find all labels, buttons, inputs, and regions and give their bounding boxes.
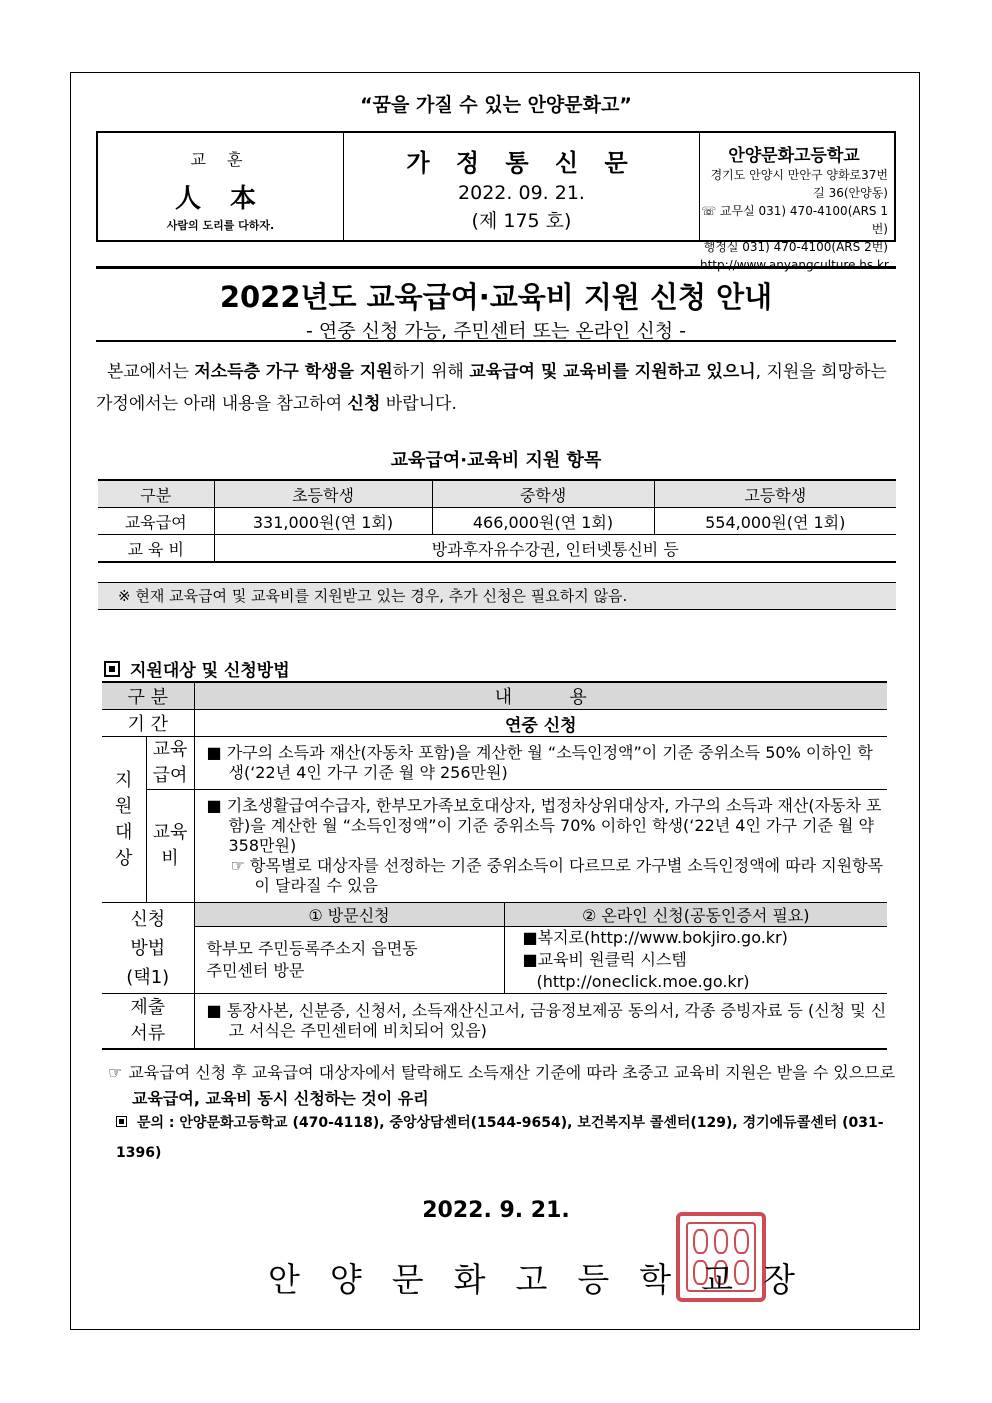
table-row	[102, 682, 887, 710]
school-slogan: “꿈을 가질 수 있는 안양문화고”	[360, 94, 632, 116]
intro-text-3: , 지원을 희망하는 가정에서는 아래 내용을 참고하여	[96, 362, 887, 414]
footnote-bold: 교육급여, 교육비 동시 신청하는 것이 유리	[132, 1089, 429, 1108]
table-cell: 교 육 비	[98, 535, 214, 563]
table-cell	[504, 927, 887, 994]
table-row	[98, 508, 896, 535]
table-cell	[194, 994, 887, 1050]
table-row	[102, 994, 887, 1050]
table-row	[102, 927, 887, 994]
edu-benefit-text: ■ 가구의 소득과 재산(자동차 포함)을 계산한 월 “소득인정액”이 기준 중위소득 50% 이하인 학생(‘22년 4인 가구 기준 월 약 256만원)	[206, 743, 873, 782]
intro-bold-3: 신청	[347, 394, 381, 414]
intro-paragraph	[96, 356, 896, 420]
school-phone-office: ☏ 교무실 031) 470-4100(ARS 1번)	[701, 204, 888, 236]
section-title-text: 지원대상 및 신청방법	[130, 661, 290, 681]
newsletter-issue: (제 175 호)	[471, 210, 572, 232]
school-name: 안양문화고등학교	[728, 146, 860, 166]
principal-signature: 안양문화고등학교장	[268, 1260, 825, 1299]
table-row	[102, 710, 887, 737]
school-address: 경기도 안양시 만안구 양화로37번길 36(안양동)	[710, 168, 888, 200]
section-title	[104, 656, 290, 681]
contact-info	[116, 1108, 901, 1168]
docs-text: ■ 통장사본, 신분증, 신청서, 소득재산신고서, 금융정보제공 동의서, 각종 증빙자료 등 (신청 및 신고 서식은 주민센터에 비치되어 있음)	[206, 1001, 887, 1040]
motto: 人 本	[174, 184, 267, 214]
footnote	[108, 1060, 898, 1112]
table-cell: 신청 방법 (택1)	[102, 903, 194, 994]
table-row	[102, 790, 887, 903]
motto-cell	[98, 133, 344, 240]
edu-cost-text: ■ 기초생활급여수급자, 한부모가족보호대상자, 법정차상위대상자, 가구의 소득과 재산(자동차 포함)을 계산한 월 “소득인정액”이 기준 중위소득 70% 이하인 학생(‘22년 4인 가구 기준 월 약 358만원)	[206, 796, 882, 855]
table-row	[102, 903, 887, 927]
intro-text-4: 바랍니다.	[380, 394, 457, 414]
table-cell	[194, 737, 887, 790]
table-header-cell: 구 분	[102, 682, 194, 710]
table-cell: 554,000원(연 1회)	[654, 508, 896, 535]
table-header-cell: ② 온라인 신청(공동인증서 필요)	[504, 903, 887, 927]
table-cell: 331,000원(연 1회)	[214, 508, 432, 535]
intro-text-1: 본교에서는	[106, 362, 195, 382]
school-phone-admin: 행정실 031) 470-4100(ARS 2번)	[703, 240, 888, 254]
table-row	[98, 535, 896, 563]
footnote-text: 교육급여 신청 후 교육급여 대상자에서 탈락해도 소득재산 기준에 따라 초중고 교육비 지원은 받을 수 있으므로	[128, 1063, 896, 1082]
table-header-cell: 중학생	[432, 480, 654, 508]
intro-text-2: 하기 위해	[392, 362, 470, 382]
table-header-cell: 내 용	[194, 682, 887, 710]
table-header-cell: ① 방문신청	[194, 903, 504, 927]
support-table-caption: 교육급여·교육비 지원 항목	[390, 450, 602, 471]
table-cell: 교육급여	[98, 508, 214, 535]
newsletter-info-cell	[344, 133, 700, 240]
motto-subtext: 사람의 도리를 다하자.	[166, 219, 275, 232]
school-info-cell	[700, 133, 894, 272]
table-cell: 교육 비	[146, 790, 194, 903]
newsletter-title: 가 정 통 신 문	[406, 149, 637, 177]
square-bullet-icon	[104, 661, 120, 677]
square-bullet-icon	[116, 1116, 127, 1127]
sub-title: - 연중 신청 가능, 주민센터 또는 온라인 신청 -	[305, 320, 687, 342]
pointing-hand-icon: ☞	[108, 1063, 123, 1082]
title-band	[96, 266, 896, 342]
table-cell: 466,000원(연 1회)	[432, 508, 654, 535]
notice-box: ※ 현재 교육급여 및 교육비를 지원받고 있는 경우, 추가 신청은 필요하지 않음.	[98, 582, 896, 610]
table-cell: 방과후자유수강권, 인터넷통신비 등	[214, 535, 896, 563]
table-row	[98, 480, 896, 508]
main-title: 2022년도 교육급여·교육비 지원 신청 안내	[219, 280, 773, 314]
online-link-bokjiro[interactable]: ■복지로(http://www.bokjiro.go.kr)	[522, 928, 788, 947]
table-cell: 지 원 대 상	[102, 737, 146, 903]
newsletter-date: 2022. 09. 21.	[458, 182, 585, 204]
motto-label: 교 훈	[190, 150, 251, 169]
support-table	[98, 479, 896, 563]
table-header-cell: 고등학생	[654, 480, 896, 508]
table-cell: 연중 신청	[194, 710, 887, 737]
edu-cost-note: ☞ 항목별로 대상자를 선정하는 기준 중위소득이 다르므로 가구별 소득인정액에 따라 지원항목이 달라질 수 있음	[230, 856, 884, 895]
table-cell	[194, 790, 887, 903]
school-website[interactable]: http://www.anyangculture.hs.kr	[700, 258, 889, 272]
online-link-oneclick[interactable]: (http://oneclick.moe.go.kr)	[536, 972, 750, 991]
table-header-cell: 구분	[98, 480, 214, 508]
table-header-cell: 초등학생	[214, 480, 432, 508]
table-cell: 교육 급여	[146, 737, 194, 790]
online-system-name: ■교육비 원클릭 시스템	[522, 950, 687, 969]
intro-bold-1: 저소득층 가구 학생을 지원	[194, 362, 393, 382]
contact-text: 문의 : 안양문화고등학교 (470-4118), 중앙상담센터(1544-9654), 보건복지부 콜센터(129), 경기에듀콜센터 (031-1396)	[116, 1115, 884, 1161]
closing-date: 2022. 9. 21.	[422, 1198, 570, 1223]
newsletter-header	[96, 131, 896, 272]
method-table	[102, 681, 887, 1050]
table-row	[102, 737, 887, 790]
table-cell: 제출 서류	[102, 994, 194, 1050]
table-cell: 학부모 주민등록주소지 읍면동 주민센터 방문	[194, 927, 504, 994]
intro-bold-2: 교육급여 및 교육비를 지원하고 있으니	[469, 362, 756, 382]
table-cell: 기 간	[102, 710, 194, 737]
